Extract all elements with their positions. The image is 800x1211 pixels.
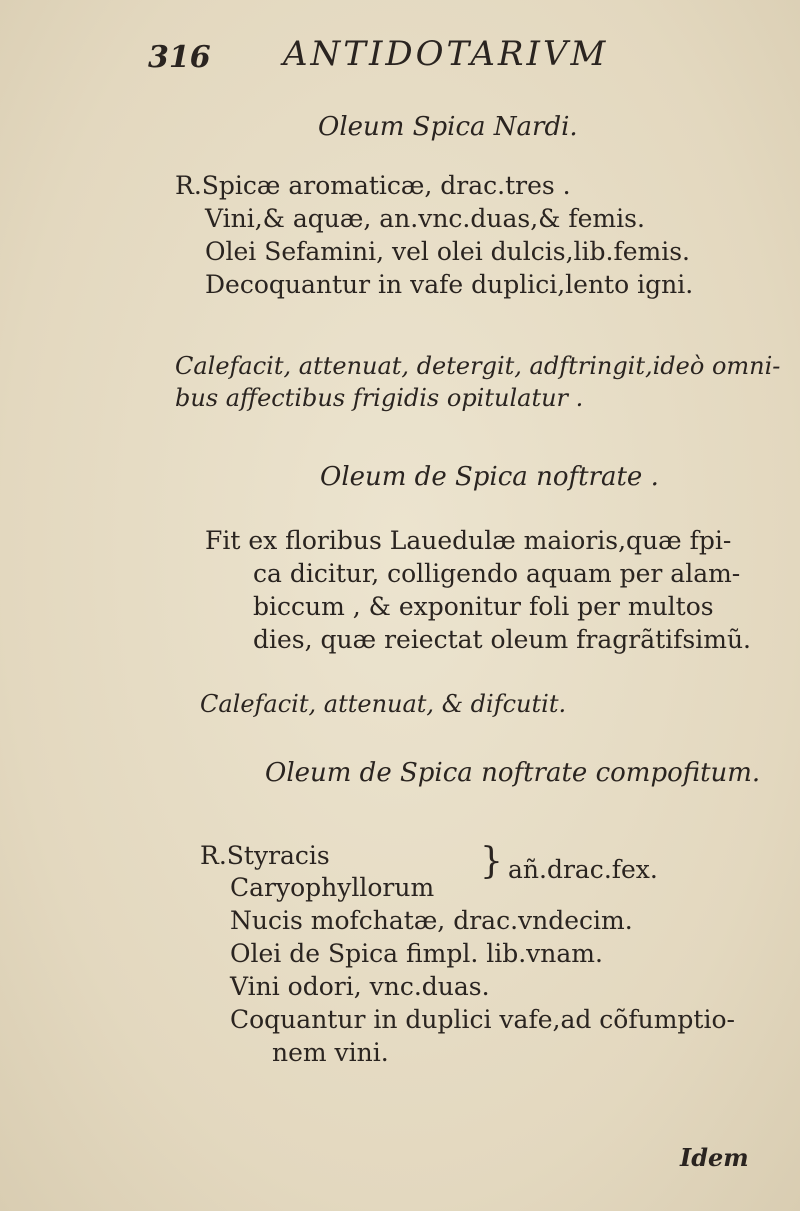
brace-symbol: } — [480, 841, 503, 882]
recipe-line: nem vini. — [272, 1038, 389, 1067]
note-line: bus affectibus frigidis opitulatur . — [175, 384, 584, 412]
recipe-line: ca dicitur, colligendo aquam per alam- — [253, 559, 741, 588]
recipe-line: dies, quæ reiectat oleum fragrãtifsimũ. — [253, 625, 751, 654]
recipe-line: Vini odori, vnc.duas. — [230, 972, 490, 1001]
recipe-line: Olei de Spica fimpl. lib.vnam. — [230, 939, 603, 968]
recipe-line: Coquantur in duplici vafe,ad cõfumptio- — [230, 1005, 735, 1034]
recipe-line: Decoquantur in vafe duplici,lento igni. — [205, 270, 694, 299]
recipe-line: R.Spicæ aromaticæ, drac.tres . — [175, 171, 571, 200]
recipe-line: R.Styracis — [200, 841, 330, 870]
running-title: ANTIDOTARIVM — [283, 34, 609, 74]
recipe-line: Caryophyllorum — [230, 873, 435, 902]
recipe-line: Olei Sefamini, vel olei dulcis,lib.femis. — [205, 237, 690, 266]
page-number: 316 — [148, 40, 211, 75]
recipe-line: Vini,& aquæ, an.vnc.duas,& femis. — [205, 204, 645, 233]
section-title-1: Oleum Spica Nardi. — [318, 112, 578, 142]
section-title-3: Oleum de Spica noftrate compofitum. — [265, 758, 761, 788]
note-line: Calefacit, attenuat, & difcutit. — [200, 690, 567, 718]
recipe-line: Fit ex floribus Lauedulæ maioris,quæ fpi- — [205, 526, 732, 555]
catchword: Idem — [680, 1143, 749, 1172]
recipe-line: biccum , & exponitur foli per multos — [253, 592, 714, 621]
recipe-line: Nucis mofchatæ, drac.vndecim. — [230, 906, 633, 935]
note-line: Calefacit, attenuat, detergit, adftringit,ideò omni- — [175, 352, 781, 380]
section-title-2: Oleum de Spica noftrate . — [320, 462, 659, 492]
recipe-quantity: añ.drac.fex. — [508, 855, 658, 884]
